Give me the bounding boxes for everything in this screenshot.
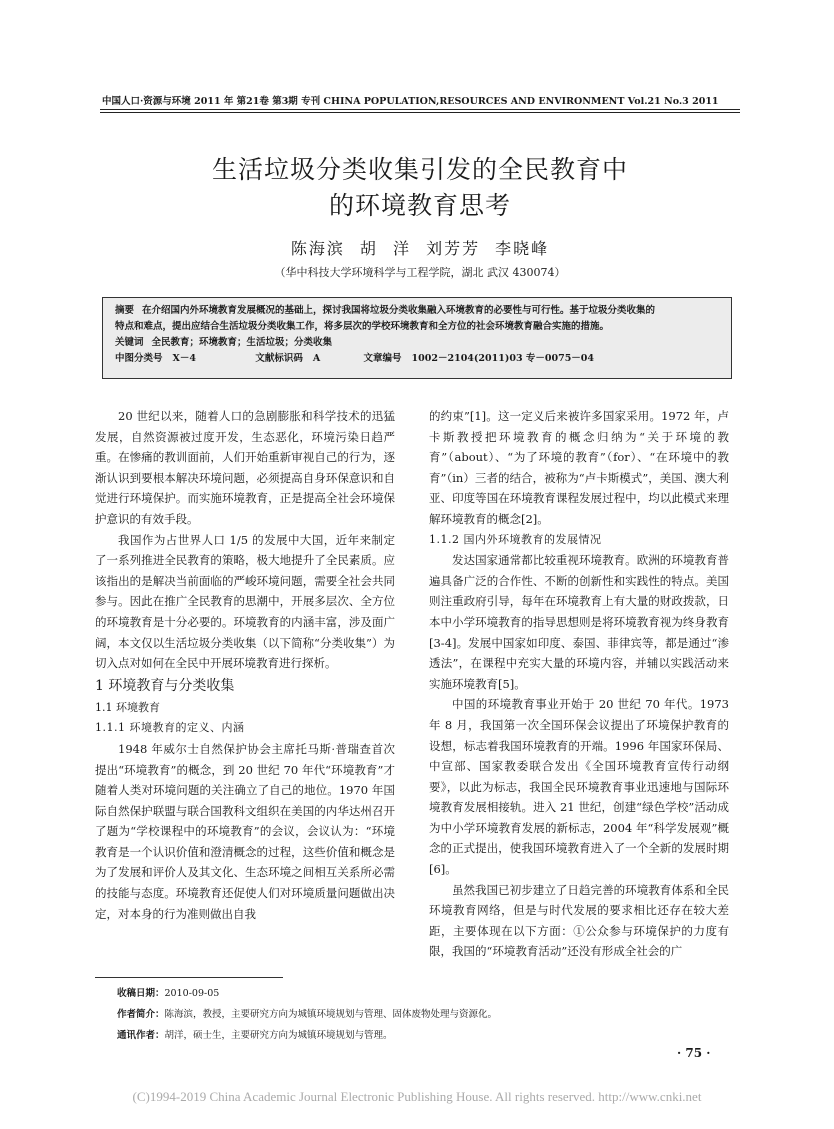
paragraph: 虽然我国已初步建立了日趋完善的环境教育体系和全民环境教育网络，但是与时代发展的要求相比还存在较大差距，主要体现在以下方面：①公众参与环境保护的力度有限，我国的“环境教育活动”还没有形成全社会的广 [429,882,729,959]
received-date [117,983,737,1004]
copyright-watermark: (C)1994-2019 China Academic Journal Electronic Publishing House. All rights reserved. http://www.cnki.net [132,1089,702,1104]
header-rule [100,109,740,110]
abstract-label: 摘要 [115,305,135,316]
keywords-row [115,335,719,351]
section-heading: 1 环境教育与分类收集 [95,677,235,694]
subsection-heading: 1.1 环境教育 [95,700,160,714]
author-bio-value: 陈海滨，教授，主要研究方向为城镇环境规划与管理、固体废物处理与资源化。 [164,1009,498,1020]
paragraph: 我国作为占世界人口 1/5 的发展中大国，近年来制定了一系列推进全民教育的策略，极大地提升了全民素质。应该指出的是解决当前面临的严峻环境问题，需要全社会共同参与。因此在推广全民教育的思潮中，开展多层次、全方位的环境教育是十分必要的。环境教育的内涵丰富，涉及面广阔，本文仅以生活垃圾分类收集（以下简称“分类收集”）为切入点对如何在全民中开展环境教育进行探析。 [95,532,395,671]
received-value: 2010-09-05 [164,988,220,999]
doc-code-label: 文献标识码 [255,353,303,364]
paragraph: 中国的环境教育事业开始于 20 世纪 70 年代。1973 年 8 月，我国第一次全国环保会议提出了环境保护教育的设想，标志着我国环境教育的开端。1996 年国家环保局、中宣部、国家教委联合发出《全国环境教育宣传行动纲要》，以此为标志，我国全民环境教育事业迅速地与国际环境教育发展相接轨。进入 21 世纪，创建“绿色学校”活动成为中小学环境教育发展的新标志，2004 年“科学发展观”概念的正式提出，使我国环境教育进入了一个全新的发展时期[6]。 [429,697,729,877]
classification-row [115,351,719,367]
article-no-value: 1002－2104(2011)03 专－0075－04 [411,353,595,364]
subsubsection-heading: 1.1.1 环境教育的定义、内涵 [95,721,245,735]
corresponding-label: 通讯作者： [117,1030,165,1041]
header-rule-thin [100,112,740,113]
paper-title-line1: 生活垃圾分类收集引发的全民教育中 [211,155,628,184]
doc-code-value: A [312,353,321,364]
paragraph: 发达国家通常都比较重视环境教育。欧洲的环境教育普遍具备广泛的合作性、不断的创新性和实践性的特点。美国则注重政府引导，每年在环境教育上有大量的财政拨款，日本中小学环境教育的指导思想则是将环境教育视为终身教育[3-4]。发展中国家如印度、泰国、菲律宾等，都是通过“渗透法”，在课程中充实大量的环境内容，并辅以实践活动来实施环境教育[5]。 [429,553,729,691]
footnote-rule [95,977,283,978]
paper-title-line2: 的环境教育思考 [328,191,511,220]
page-number: · 75 · [677,1046,711,1060]
abstract-line-1 [115,303,719,319]
clc-label: 中图分类号 [115,353,163,364]
footnotes [117,983,737,1046]
right-column [429,406,729,962]
abstract-text-1: 在介绍国内外环境教育发展概况的基础上，探讨我国将垃圾分类收集融入环境教育的必要性与可行性。基于垃圾分类收集的 [142,305,656,316]
abstract-text-2: 特点和难点，提出应结合生活垃圾分类收集工作，将多层次的学校环境教育和全方位的社会环境教育融合实施的措施。 [115,321,610,332]
left-column [95,406,395,924]
running-head: 中国人口·资源与环境 2011 年 第21卷 第3期 专刊 CHINA POPULATION,RESOURCES AND ENVIRONMENT Vol.21 No.3 2011 [102,96,719,107]
corresponding-author [117,1025,737,1046]
keywords-label: 关键词 [115,337,144,348]
paragraph: 1948 年威尔士自然保护协会主席托马斯·普瑞查首次提出“环境教育”的概念，到 20 世纪 70 年代“环境教育”才随着人类对环境问题的关注确立了自己的地位。1970 年国际自然保护联盟与联合国教科文组织在美国的内华达州召开了题为“学校课程中的环境教育”的会议，会议认为：“环境教育是一个认识价值和澄清概念的过程，这些价值和概念是为了发展和评价人及其文化、生态环境之间相互关系所必需的技能与态度。环境教育还促使人们对环境质量问题做出决定，对本身的行为准则做出自我 [95,741,395,921]
author-bio [117,1004,737,1025]
affiliation: （华中科技大学环境科学与工程学院，湖北 武汉 430074） [274,266,566,279]
received-label: 收稿日期： [117,988,165,999]
paragraph: 的约束”[1]。这一定义后来被许多国家采用。1972 年，卢卡斯教授把环境教育的概念归纳为“关于环境的教育”（about）、“为了环境的教育”（for）、“在环境中的教育”（in）三者的结合，被称为“卢卡斯模式”，美国、澳大利亚、印度等国在环境教育课程发展过程中，均以此模式来理解环境教育的概念[2]。 [429,409,729,526]
abstract-box [102,297,732,379]
keywords: 全民教育；环境教育；生活垃圾；分类收集 [151,337,333,348]
clc-value: X－4 [172,353,196,364]
corresponding-value: 胡洋，硕士生，主要研究方向为城镇环境规划与管理。 [164,1030,393,1041]
paragraph: 20 世纪以来，随着人口的急剧膨胀和科学技术的迅猛发展，自然资源被过度开发，生态恶化，环境污染日趋严重。在惨痛的教训面前，人们开始重新审视自己的行为，逐渐认识到要根本解决环境问题，必须提高自身环保意识和自觉进行环境保护。而实施环境教育，正是提高全社会环境保护意识的有效手段。 [95,409,395,526]
subsubsection-heading: 1.1.2 国内外环境教育的发展情况 [429,532,602,546]
article-no-label: 文章编号 [363,353,402,364]
author-bio-label: 作者简介： [117,1009,165,1020]
author-list: 陈海滨 胡 洋 刘芳芳 李晓峰 [290,239,550,258]
